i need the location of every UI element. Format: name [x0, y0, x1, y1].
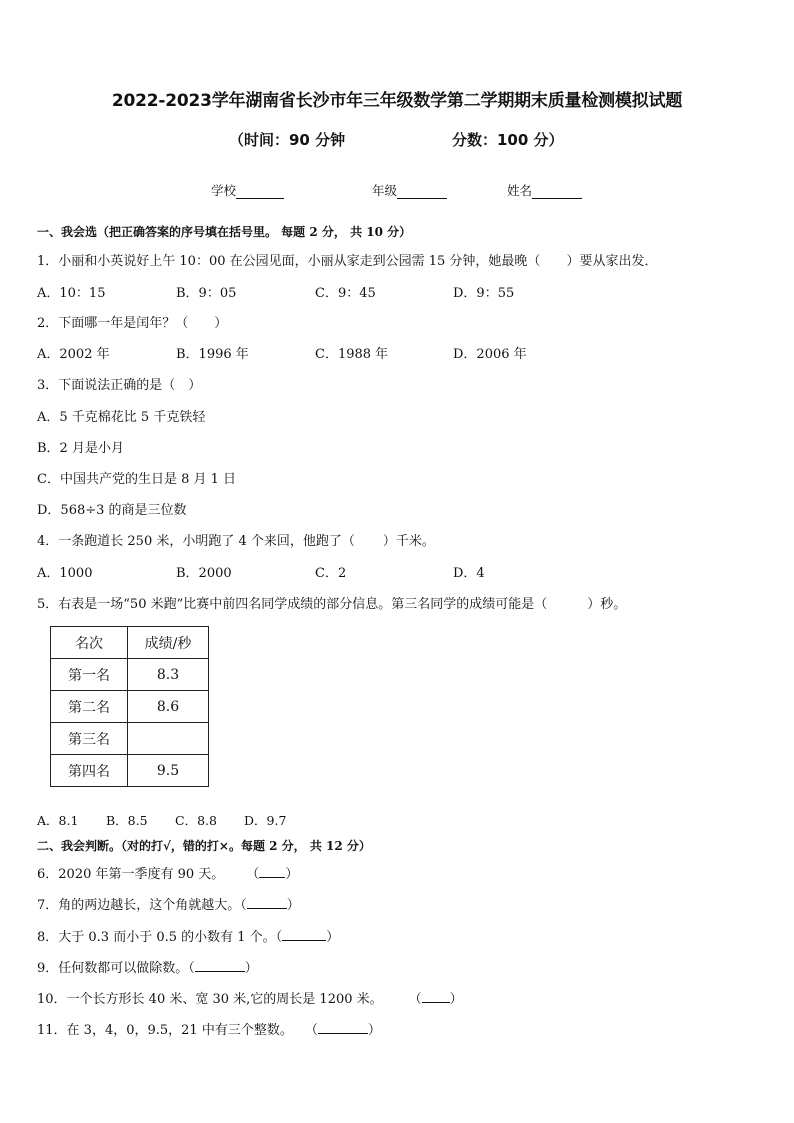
table-header-cell: 成绩/秒	[128, 627, 209, 659]
table-header-cell: 名次	[51, 627, 128, 659]
q4-option-c[interactable]: C．2	[315, 566, 347, 581]
question-11	[37, 1019, 381, 1038]
question-10	[37, 988, 463, 1007]
school-field	[211, 181, 284, 199]
school-blank[interactable]	[236, 184, 284, 199]
paren-open: （	[246, 867, 260, 882]
table-row	[51, 691, 209, 723]
question-4-text-end: ）千米。	[382, 534, 435, 549]
q3-option-d[interactable]: D．568÷3 的商是三位数	[37, 503, 187, 518]
q1-option-a[interactable]: A．10：15	[37, 286, 106, 301]
question-1-text: 1．小丽和小英说好上午 10：00 在公园见面，小丽从家走到公园需 15 分钟，她最晚（	[37, 254, 541, 269]
exam-time: （时间：90 分钟	[229, 131, 346, 149]
exam-title: 2022-2023学年湖南省长沙市年三年级数学第二学期期末质量检测模拟试题	[111, 91, 683, 111]
question-3: 3．下面说法正确的是（ ）	[37, 378, 202, 393]
table-header-row	[51, 627, 209, 659]
table-cell: 8.6	[128, 691, 209, 723]
q3-option-b[interactable]: B．2 月是小月	[37, 441, 124, 456]
table-cell: 第一名	[51, 659, 128, 691]
section2-heading: 二、我会判断。（对的打√，错的打×。每题 2 分， 共 12 分）	[37, 839, 371, 853]
question-7-text: 7．角的两边越长，这个角就越大。	[37, 898, 241, 913]
q1-option-c[interactable]: C．9：45	[315, 286, 376, 301]
question-4	[37, 530, 435, 549]
question-8-text: 8．大于 0.3 而小于 0.5 的小数有 1 个。	[37, 930, 276, 945]
q4-option-b[interactable]: B．2000	[176, 566, 232, 581]
question-6-text: 6．2020 年第一季度有 90 天。	[37, 867, 225, 882]
table-cell: 第四名	[51, 755, 128, 787]
table-row	[51, 723, 209, 755]
q5-option-b[interactable]: B．8.5	[106, 813, 148, 828]
question-9	[37, 957, 258, 976]
race-results-table	[50, 626, 209, 787]
answer-blank[interactable]	[247, 895, 287, 909]
school-label: 学校	[211, 183, 237, 198]
name-field	[507, 181, 582, 199]
question-8	[37, 926, 339, 945]
q2-option-a[interactable]: A．2002 年	[37, 347, 110, 362]
table-cell: 9.5	[128, 755, 209, 787]
q5-option-c[interactable]: C．8.8	[175, 813, 217, 828]
name-label: 姓名	[507, 183, 533, 198]
table-cell: 第三名	[51, 723, 128, 755]
question-7	[37, 894, 300, 913]
table-cell: 8.3	[128, 659, 209, 691]
paren-open: （	[275, 930, 283, 945]
q1-option-b[interactable]: B．9：05	[176, 286, 237, 301]
table-row	[51, 755, 209, 787]
paren-close: ）	[449, 992, 463, 1007]
paren-close: ）	[285, 867, 299, 882]
question-6	[37, 863, 298, 882]
question-1-text-end: ）要从家出发．	[566, 254, 658, 269]
question-5-text: 5．右表是一场“50 米跑”比赛中前四名同学成绩的部分信息。第三名同学的成绩可能是（	[37, 597, 548, 612]
question-1	[37, 250, 657, 269]
paren-open: （	[304, 1023, 318, 1038]
name-blank[interactable]	[532, 184, 582, 199]
section1-heading: 一、我会选（把正确答案的序号填在括号里。 每题 2 分， 共 10 分）	[37, 225, 412, 239]
q2-option-c[interactable]: C．1988 年	[315, 347, 389, 362]
q4-option-a[interactable]: A．1000	[37, 566, 93, 581]
q5-option-d[interactable]: D．9.7	[244, 813, 287, 828]
question-5-text-end: ）秒。	[587, 597, 627, 612]
q4-option-d[interactable]: D．4	[453, 566, 485, 581]
paren-close: ）	[367, 1023, 381, 1038]
q2-option-d[interactable]: D．2006 年	[453, 347, 527, 362]
paren-open: （	[188, 961, 195, 976]
question-2: 2．下面哪一年是闰年？（ ）	[37, 316, 228, 331]
paren-close: ）	[326, 930, 340, 945]
q1-option-d[interactable]: D．9：55	[453, 286, 515, 301]
table-row	[51, 659, 209, 691]
q3-option-a[interactable]: A．5 千克棉花比 5 千克铁轻	[37, 410, 206, 425]
answer-blank[interactable]	[318, 1020, 368, 1034]
grade-blank[interactable]	[397, 184, 447, 199]
answer-blank[interactable]	[282, 927, 326, 941]
paren-open: （	[408, 992, 422, 1007]
table-cell: 第二名	[51, 691, 128, 723]
question-4-text: 4．一条跑道长 250 米，小明跑了 4 个来回，他跑了（	[37, 534, 355, 549]
exam-score: 分数：100 分）	[452, 131, 564, 149]
q5-option-a[interactable]: A．8.1	[37, 813, 79, 828]
answer-blank[interactable]	[195, 958, 245, 972]
grade-field	[372, 181, 447, 199]
answer-blank[interactable]	[259, 864, 285, 878]
paren-open: （	[240, 898, 247, 913]
paren-close: ）	[244, 961, 258, 976]
answer-blank[interactable]	[422, 989, 450, 1003]
question-5	[37, 593, 626, 612]
q2-option-b[interactable]: B．1996 年	[176, 347, 249, 362]
grade-label: 年级	[372, 183, 398, 198]
question-11-text: 11．在 3，4，0，9.5，21 中有三个整数。	[37, 1023, 293, 1038]
question-10-text: 10．一个长方形长 40 米、宽 30 米,它的周长是 1200 米。	[37, 992, 383, 1007]
q3-option-c[interactable]: C．中国共产党的生日是 8 月 1 日	[37, 472, 237, 487]
table-cell	[128, 723, 209, 755]
question-9-text: 9．任何数都可以做除数。	[37, 961, 189, 976]
paren-close: ）	[286, 898, 300, 913]
